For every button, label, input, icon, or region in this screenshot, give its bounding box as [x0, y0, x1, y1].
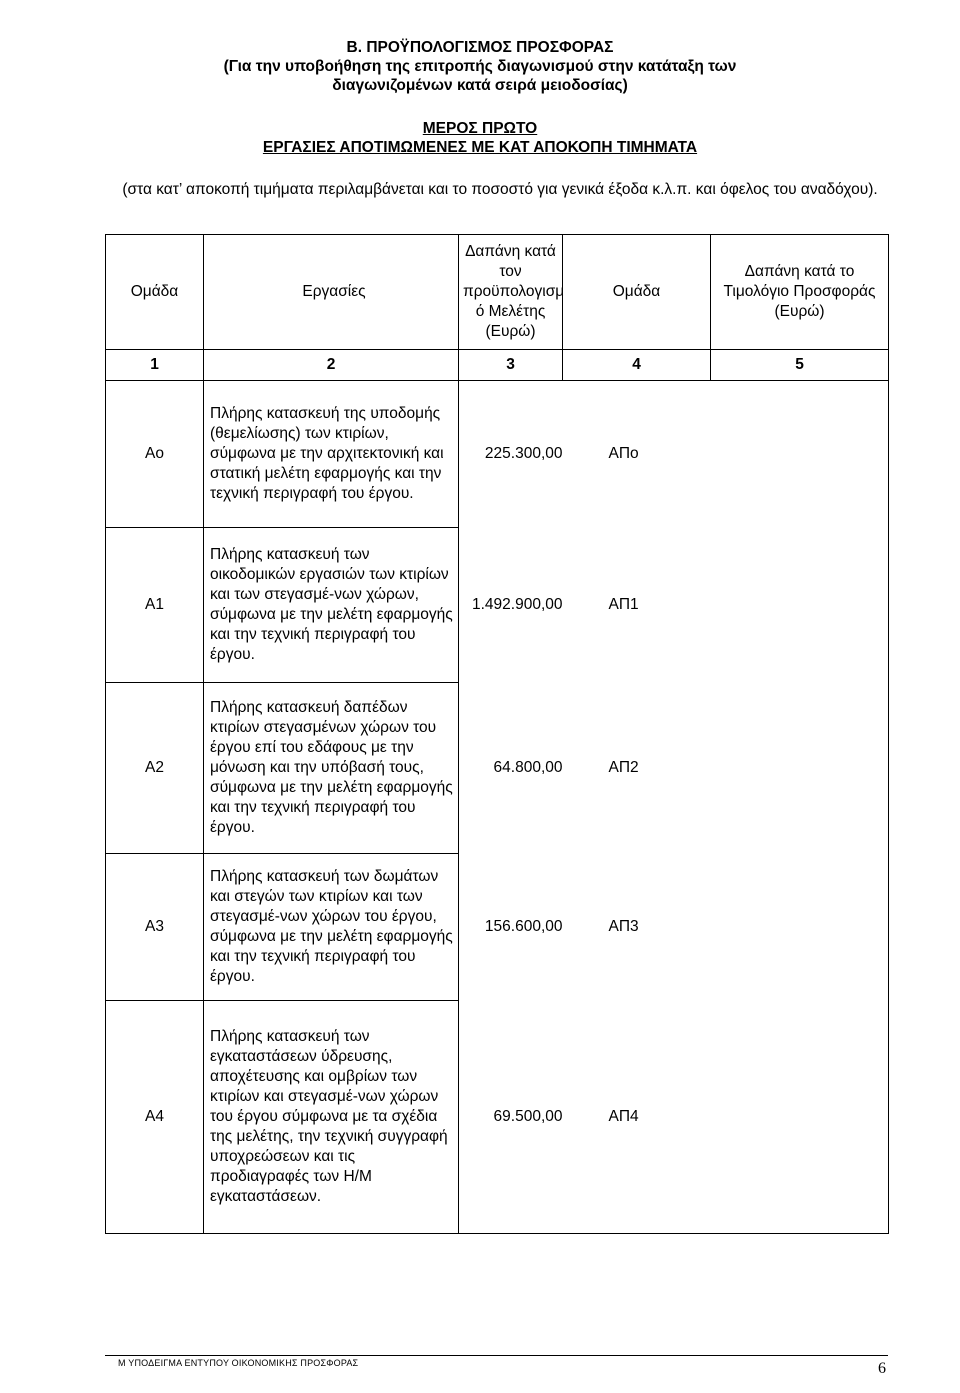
column-number-4: 4	[563, 350, 711, 381]
header-group: Ομάδα	[106, 235, 204, 350]
table-header-row	[106, 235, 889, 350]
header-budget: Δαπάνη κατά τον προϋπολογισμ ό Μελέτης (Ευρώ)	[459, 235, 563, 350]
row-offer-value[interactable]	[711, 528, 889, 683]
row-budget: 64.800,00	[493, 759, 563, 776]
row-offer-group: ΑΠο	[608, 445, 639, 463]
subtitle-line-1: (Για την υποβοήθηση της επιτροπής διαγωνισμού στην κατάταξη των	[223, 58, 737, 75]
table-row	[106, 381, 889, 528]
table-row	[106, 1001, 889, 1234]
row-description: Πλήρης κατασκευή των οικοδομικών εργασιών των κτιρίων και των στεγασμέ-νων χώρων, σύμφωνα με την μελέτη εφαρμογής και την τεχνική περιγραφή του έργου.	[204, 528, 459, 683]
row-budget: 225.300,00	[484, 445, 563, 463]
row-budget: 69.500,00	[459, 1001, 563, 1234]
column-number-3: 3	[459, 350, 563, 381]
row-description: Πλήρης κατασκευή δαπέδων κτιρίων στεγασμένων χώρων του έργου επί του εδάφους με την μόνωση και την υπόβασή τους, σύμφωνα με την μελέτη εφαρμογής και την τεχνική περιγραφή του έργου.	[204, 683, 459, 854]
row-budget: 1.492.900,00	[471, 596, 563, 613]
column-number-row	[106, 350, 889, 381]
row-description: Πλήρης κατασκευή των δωμάτων και στεγών των κτιρίων και των στεγασμέ-νων χώρων του έργου, σύμφωνα με την μελέτη εφαρμογής και την τεχνική περιγραφή του έργου.	[204, 854, 459, 1001]
part-subtitle: ΕΡΓΑΣΙΕΣ ΑΠΟΤΙΜΩΜΕΝΕΣ ΜΕ ΚΑΤ ΑΠΟΚΟΠΗ ΤΙΜΗΜΑΤΑ	[262, 139, 698, 156]
section-title: Β. ΠΡΟΫΠΟΛΟΓΙΣΜΟΣ ΠΡΟΣΦΟΡΑΣ	[346, 39, 614, 56]
table-row	[106, 683, 889, 854]
footer-form-name: Μ ΥΠΟΔΕΙΓΜΑ ΕΝΤΥΠΟΥ ΟΙΚΟΝΟΜΙΚΗΣ ΠΡΟΣΦΟΡΑΣ	[118, 1358, 359, 1368]
row-group: Α1	[106, 528, 204, 683]
row-group: Α3	[106, 854, 204, 1001]
row-offer-group: ΑΠ1	[608, 596, 639, 613]
header-offer-value: Δαπάνη κατά το Τιμολόγιο Προσφοράς (Ευρώ)	[711, 235, 889, 350]
table-row	[106, 528, 889, 683]
row-group: Α2	[106, 683, 204, 854]
row-group: Α4	[106, 1001, 204, 1234]
row-offer-group: ΑΠ2	[608, 759, 639, 776]
row-description: Πλήρης κατασκευή της υποδομής (θεμελίωσης) των κτιρίων, σύμφωνα με την αρχιτεκτονική και στατική μελέτη εφαρμογής και την τεχνική περιγραφή του έργου.	[204, 381, 459, 528]
row-offer-value[interactable]	[711, 1001, 889, 1234]
row-offer-group: ΑΠ3	[608, 918, 639, 935]
row-offer-value[interactable]	[711, 381, 889, 528]
pricing-note: (στα κατ’ αποκοπή τιμήματα περιλαμβάνεται και το ποσοστό για γενικά έξοδα κ.λ.π. και όφελος του αναδόχου).	[122, 181, 878, 198]
row-offer-group: ΑΠ4	[563, 1001, 711, 1234]
column-number-1: 1	[106, 350, 204, 381]
column-number-5: 5	[711, 350, 889, 381]
row-offer-value[interactable]	[711, 683, 889, 854]
row-offer-value[interactable]	[711, 854, 889, 1001]
row-group: Αο	[106, 381, 204, 528]
footer-divider	[105, 1355, 888, 1356]
page-number: 6	[878, 1360, 886, 1377]
subtitle-line-2: διαγωνιζομένων κατά σειρά μειοδοσίας)	[332, 77, 628, 94]
table-row	[106, 854, 889, 1001]
header-offer-group: Ομάδα	[563, 235, 711, 350]
header-works: Εργασίες	[204, 235, 459, 350]
row-budget: 156.600,00	[484, 918, 563, 935]
pricing-table	[105, 234, 889, 1234]
column-number-2: 2	[204, 350, 459, 381]
part-title: ΜΕΡΟΣ ΠΡΩΤΟ	[422, 120, 538, 137]
row-description: Πλήρης κατασκευή των εγκαταστάσεων ύδρευσης, αποχέτευσης και ομβρίων των κτιρίων και στεγασμέ-νων χώρων του έργου σύμφωνα με τα σχέδια της μελέτης, την τεχνική συγγραφή υποχρεώσεων και τις προδιαγραφές των Η/Μ εγκαταστάσεων.	[204, 1001, 459, 1234]
